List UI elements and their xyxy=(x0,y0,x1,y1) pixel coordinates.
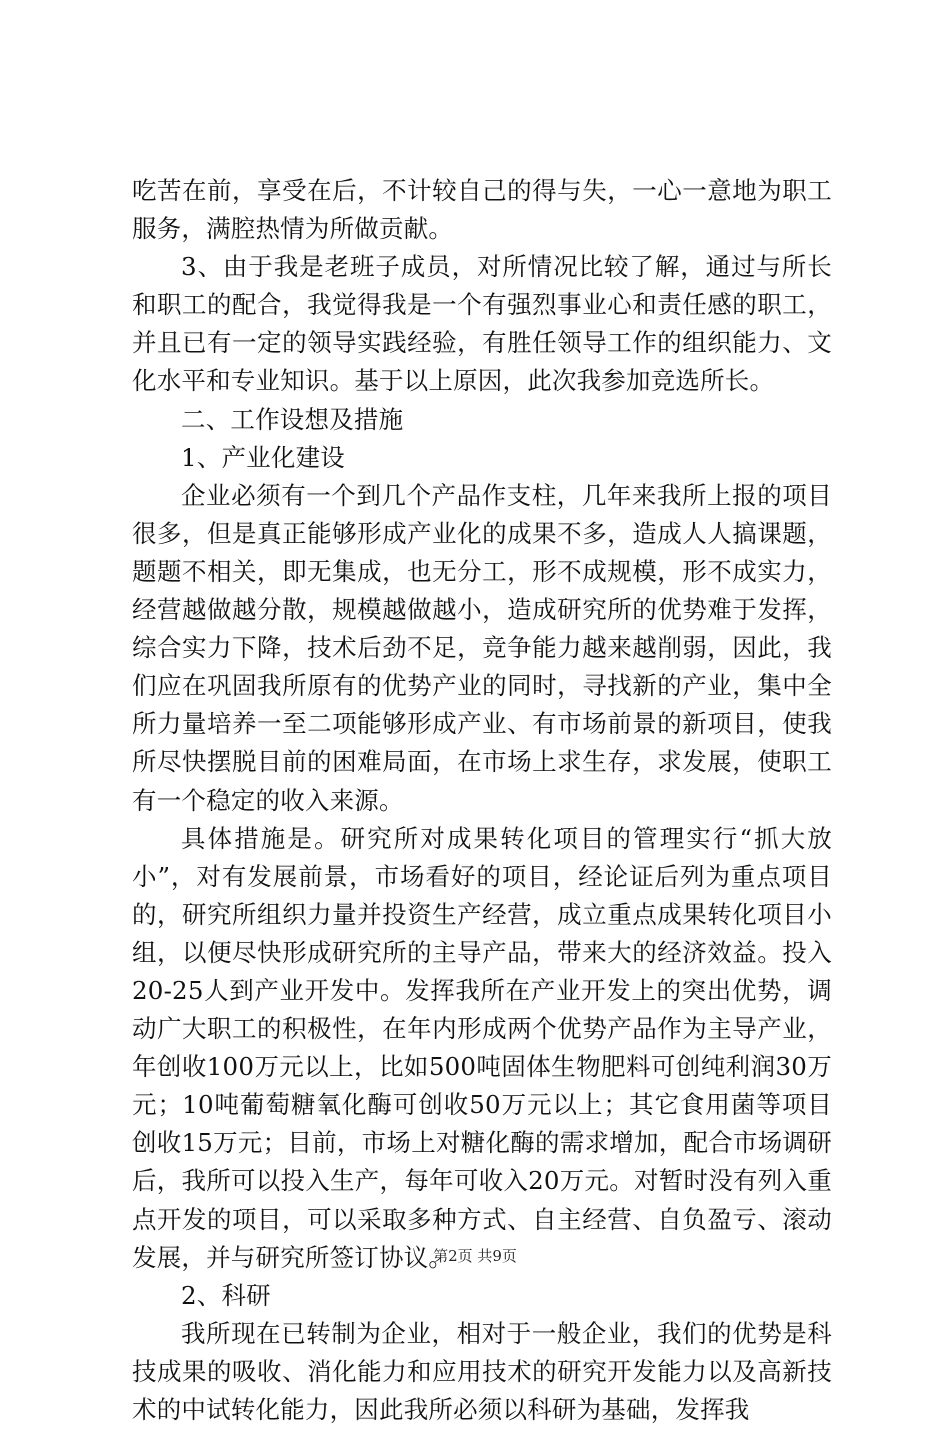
subheading-industrialization: 1、产业化建设 xyxy=(181,442,345,472)
paragraph-point-3: 3、由于我是老班子成员，对所情况比较了解，通过与所长和职工的配合，我觉得我是一个有强烈事业心和责任感的职工，并且已有一定的领导实践经验，有胜任领导工作的组织能力、文化水平和专业知识。基于以上原因，此次我参加竞选所长。 xyxy=(132,252,832,396)
document-body xyxy=(132,172,832,1429)
paragraph-continuation: 吃苦在前，享受在后，不计较自己的得与失，一心一意地为职工服务，满腔热情为所做贡献。 xyxy=(132,176,832,244)
paragraph-measures: 具体措施是。研究所对成果转化项目的管理实行“抓大放小”，对有发展前景，市场看好的项目，经论证后列为重点项目的，研究所组织力量并投资生产经营，成立重点成果转化项目小组，以便尽快形成研究所的主导产品，带来大的经济效益。投入20-25人到产业开发中。发挥我所在产业开发上的突出优势，调动广大职工的积极性，在年内形成两个优势产品作为主导产业，年创收100万元以上，比如500吨固体生物肥料可创纯利润30万元；10吨葡萄糖氧化酶可创收50万元以上；其它食用菌等项目创收15万元；目前，市场上对糖化酶的需求增加，配合市场调研后，我所可以投入生产，每年可收入20万元。对暂时没有列入重点开发的项目，可以采取多种方式、自主经营、自负盈亏、滚动发展，并与研究所签订协议。 xyxy=(132,823,832,1272)
subheading-research: 2、科研 xyxy=(181,1280,271,1310)
page-footer xyxy=(0,1246,950,1266)
paragraph-industrialization: 企业必须有一个到几个产品作支柱，几年来我所上报的项目很多，但是真正能够形成产业化的成果不多，造成人人搞课题，题题不相关，即无集成，也无分工，形不成规模，形不成实力，经营越做越分散，规模越做越小，造成研究所的优势难于发挥，综合实力下降，技术后劲不足，竞争能力越来越削弱，因此，我们应在巩固我所原有的优势产业的同时，寻找新的产业，集中全所力量培养一至二项能够形成产业、有市场前景的新项目，使我所尽快摆脱目前的困难局面，在市场上求生存，求发展，使职工有一个稳定的收入来源。 xyxy=(132,480,832,815)
paragraph-research: 我所现在已转制为企业，相对于一般企业，我们的优势是科技成果的吸收、消化能力和应用技术的研究开发能力以及高新技术的中试转化能力，因此我所必须以科研为基础，发挥我 xyxy=(132,1318,832,1424)
page-number: 第2页 共9页 xyxy=(433,1247,517,1265)
section-heading-work-plan: 二、工作设想及措施 xyxy=(181,404,404,434)
